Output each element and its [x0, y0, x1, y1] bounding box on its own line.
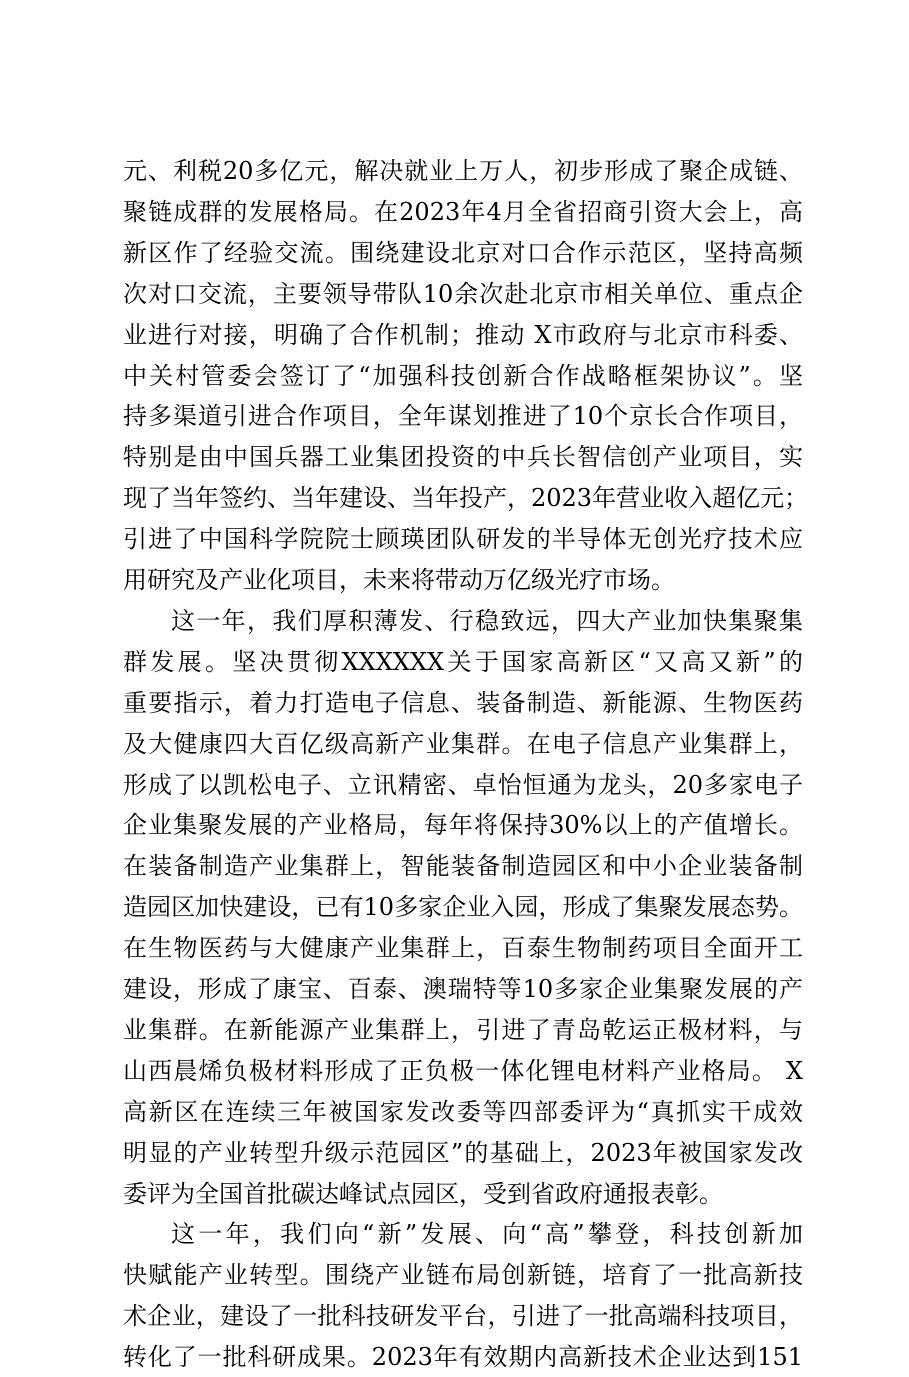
text-line: 持多渠道引进合作项目，全年谋划推进了10个京长合作项目， [123, 402, 803, 430]
text-line: 次对口交流，主要领导带队10余次赴北京市相关单位、重点企 [123, 280, 803, 308]
text-line: 企业集聚发展的产业格局，每年将保持30%以上的产值增长。 [123, 811, 803, 839]
text-line: 建设，形成了康宝、百泰、澳瑞特等10多家企业集聚发展的产 [123, 975, 803, 1003]
text-line: 明显的产业转型升级示范园区”的基础上，2023年被国家发改 [123, 1139, 803, 1167]
text-line: 重要指示，着力打造电子信息、装备制造、新能源、生物医药 [123, 689, 803, 717]
text-line: 在生物医药与大健康产业集群上，百泰生物制药项目全面开工 [123, 934, 803, 962]
text-line: 在装备制造产业集群上，智能装备制造园区和中小企业装备制 [123, 852, 803, 880]
text-line: 业进行对接，明确了合作机制；推动 X市政府与北京市科委、 [123, 321, 803, 349]
text-line: 业集群。在新能源产业集群上，引进了青岛乾运正极材料，与 [123, 1016, 803, 1044]
text-line: 现了当年签约、当年建设、当年投产，2023年营业收入超亿元； [123, 484, 809, 512]
text-line: 转化了一批科研成果。2023年有效期内高新技术企业达到151 [123, 1343, 803, 1371]
paragraph-first-line: 这一年，我们厚积薄发、行稳致远，四大产业加快集聚集 [171, 607, 803, 635]
text-line: 高新区在连续三年被国家发改委等四部委评为“真抓实干成效 [123, 1098, 803, 1126]
text-line: 中关村管委会签订了“加强科技创新合作战略框架协议”。坚 [123, 362, 803, 390]
text-line: 特别是由中国兵器工业集团投资的中兵长智信创产业项目，实 [123, 443, 803, 471]
text-line: 山西晨烯负极材料形成了正负极一体化锂电材料产业格局。 X [123, 1057, 803, 1085]
paragraph-last-line: 用研究及产业化项目，未来将带动万亿级光疗市场。 [123, 566, 675, 594]
text-line: 形成了以凯松电子、立讯精密、卓怡恒通为龙头，20多家电子 [123, 771, 803, 799]
text-line: 术企业，建设了一批科技研发平台，引进了一批高端科技项目， [123, 1302, 803, 1330]
text-line: 快赋能产业转型。围绕产业链布局创新链，培育了一批高新技 [123, 1261, 803, 1289]
text-line: 造园区加快建设，已有10多家企业入园，形成了集聚发展态势。 [123, 893, 803, 921]
text-line: 及大健康四大百亿级高新产业集群。在电子信息产业集群上， [123, 730, 803, 758]
paragraph-first-line: 这一年，我们向“新”发展、向“高”攀登，科技创新加 [171, 1220, 803, 1248]
text-line: 群发展。坚决贯彻XXXXXX关于国家高新区“又高又新”的 [123, 648, 803, 676]
text-line: 新区作了经验交流。围绕建设北京对口合作示范区，坚持高频 [123, 239, 803, 267]
text-line: 元、利税20多亿元，解决就业上万人，初步形成了聚企成链、 [123, 157, 803, 185]
text-line: 聚链成群的发展格局。在2023年4月全省招商引资大会上，高 [123, 198, 803, 226]
paragraph-last-line: 委评为全国首批碳达峰试点园区，受到省政府通报表彰。 [123, 1180, 723, 1208]
text-line: 引进了中国科学院院士顾瑛团队研发的半导体无创光疗技术应 [123, 525, 803, 553]
